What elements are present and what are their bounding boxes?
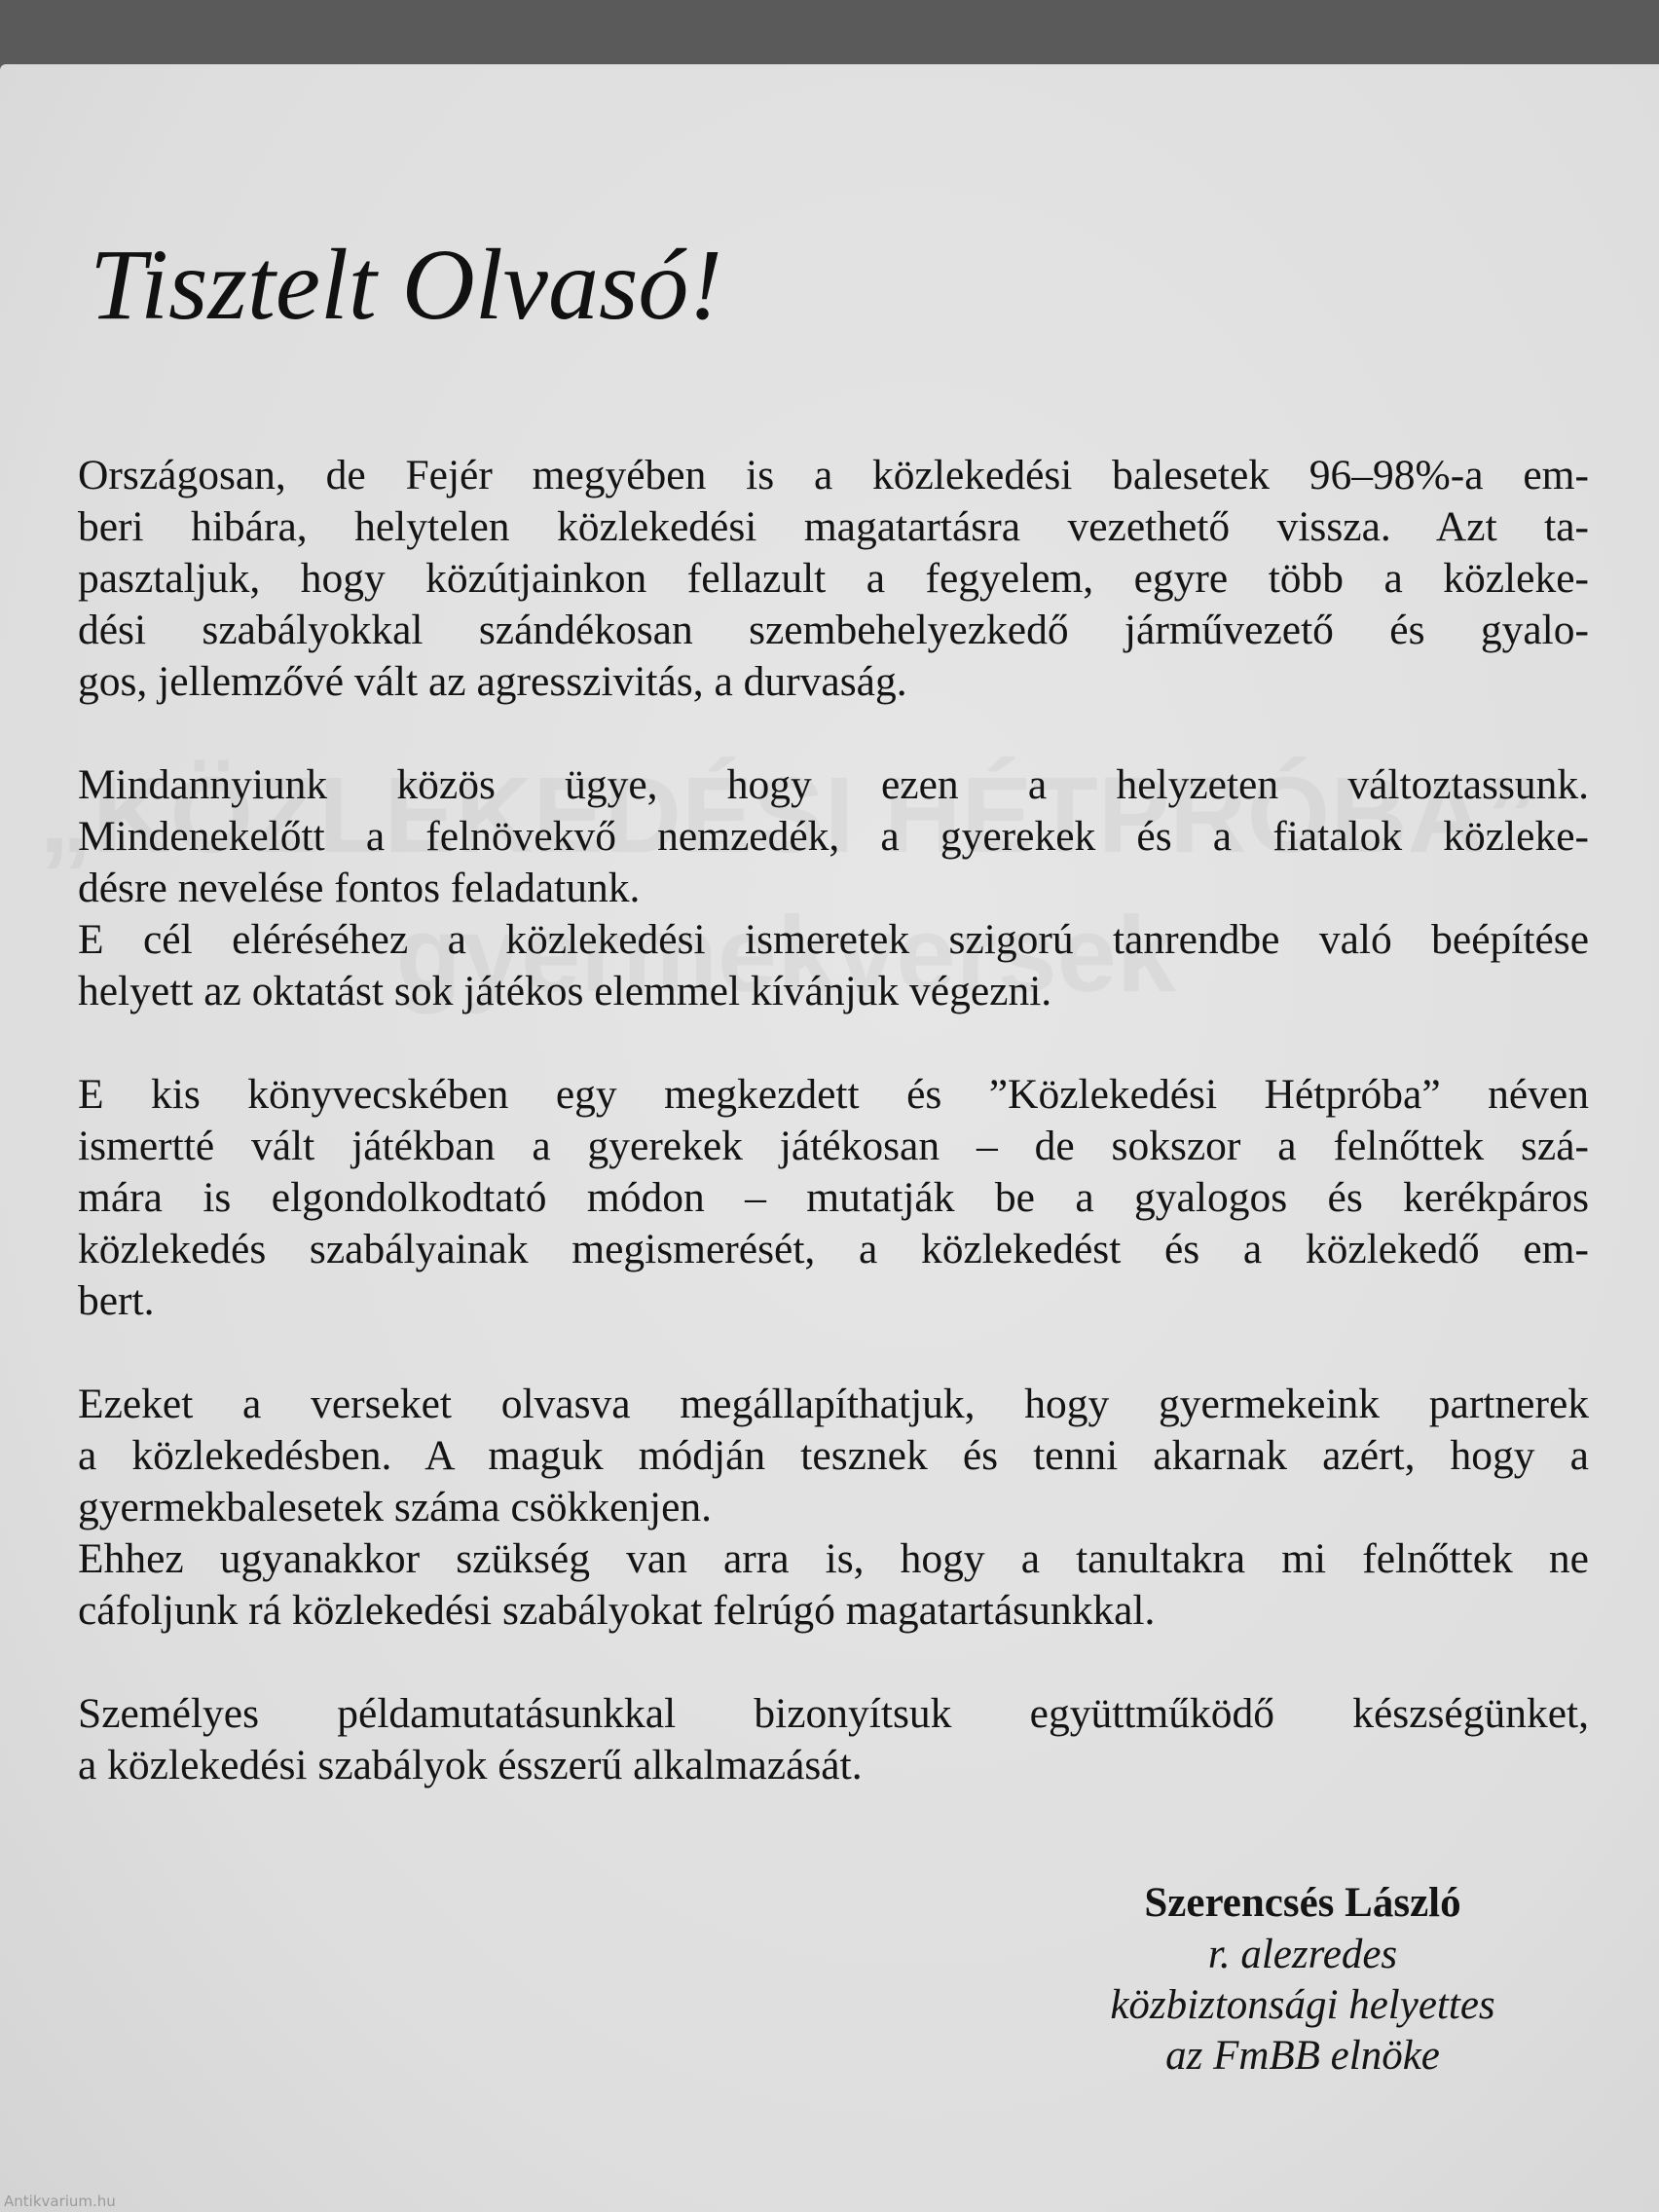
text-line: a közlekedési szabályok ésszerű alkalmazását. <box>78 1742 863 1788</box>
text-line: helyett az oktatást sok játékos elemmel kívánjuk végezni. <box>78 968 1052 1014</box>
paragraph-5 <box>78 1688 1589 1791</box>
text-line: E kis könyvecskében egy megkezdett és ”Közlekedési Hétpróba” néven <box>78 1071 1589 1118</box>
text-line: közlekedés szabályainak megismerését, a közlekedést és a közlekedő em- <box>78 1226 1589 1272</box>
text-line: désre nevelése fontos feladatunk. <box>78 865 641 911</box>
text-line: Mindannyiunk közös ügye, hogy ezen a helyzeten változtassunk. <box>78 761 1589 808</box>
letter-body <box>78 450 1589 1843</box>
text-line: gyermekbalesetek száma csökkenjen. <box>78 1484 713 1530</box>
paragraph-4 <box>78 1379 1589 1637</box>
paragraph-1 <box>78 450 1589 708</box>
signatory-rank: r. alezredes <box>1207 1932 1398 1977</box>
text-line: Mindenekelőtt a felnövekvő nemzedék, a gyerekek és a fiatalok közleke- <box>78 813 1589 860</box>
text-line: mára is elgondolkodtató módon – mutatják be a gyalogos és kerékpáros <box>78 1174 1589 1221</box>
paragraph-2 <box>78 759 1589 1017</box>
text-line: a közlekedésben. A maguk módján tesznek és tenni akarnak azért, hogy a <box>78 1432 1589 1479</box>
paragraph-3 <box>78 1069 1589 1327</box>
text-line: pasztaljuk, hogy közútjainkon fellazult a fegyelem, egyre több a közleke- <box>78 555 1589 602</box>
source-watermark: Antikvarium.hu <box>4 2193 116 2210</box>
signatory-name: Szerencsés László <box>1144 1880 1461 1926</box>
text-line: gos, jellemzővé vált az agresszivitás, a durvaság. <box>78 658 907 705</box>
text-line: dési szabályokkal szándékosan szembehelyezkedő járművezető és gyalo- <box>78 607 1589 653</box>
text-line: cáfoljunk rá közlekedési szabályokat felrúgó magatartásunkkal. <box>78 1587 1156 1634</box>
text-line: bert. <box>78 1277 155 1324</box>
signatory-organization: az FmBB elnöke <box>1165 2033 1440 2079</box>
page-title: Tisztelt Olvasó! <box>90 229 723 341</box>
text-line: Személyes példamutatásunkkal bizonyítsuk együttműködő készségünket, <box>78 1690 1589 1737</box>
text-line: Ezeket a verseket olvasva megállapíthatjuk, hogy gyermekeink partnerek <box>78 1381 1589 1427</box>
signature-block <box>1030 1877 1575 2082</box>
text-line: ismertté vált játékban a gyerekek játékosan – de sokszor a felnőttek szá- <box>78 1123 1589 1169</box>
text-line: Ehhez ugyanakkor szükség van arra is, hogy a tanultakra mi felnőttek ne <box>78 1535 1589 1582</box>
signatory-position: közbiztonsági helyettes <box>1110 1982 1495 2028</box>
text-line: E cél eléréséhez a közlekedési ismeretek szigorú tanrendbe való beépítése <box>78 916 1589 963</box>
text-line: Országosan, de Fejér megyében is a közlekedési balesetek 96–98%-a em- <box>78 452 1589 498</box>
text-line: beri hibára, helytelen közlekedési magatartásra vezethető vissza. Azt ta- <box>78 503 1589 550</box>
